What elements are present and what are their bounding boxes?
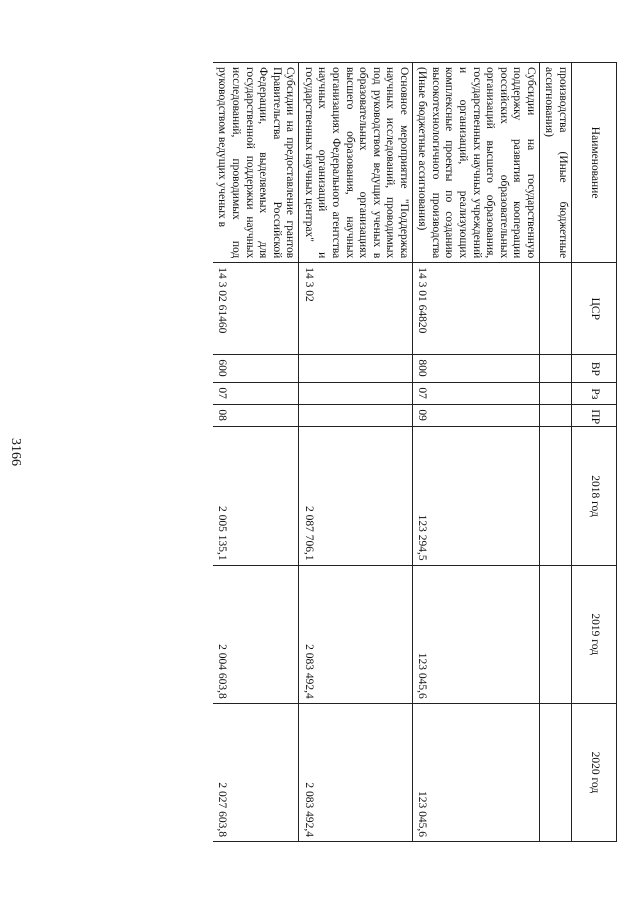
cell-2019: 2 083 492,4 xyxy=(299,565,413,703)
cell-name: Субсидии на предоставление грантов Правительства Российской Федерации, выделяемых для государственной поддержки научных исследований, проводимых под руководством ведущих ученых в xyxy=(213,63,299,263)
page-number: 3166 xyxy=(8,438,23,466)
cell-2018: 123 294,5 xyxy=(412,427,539,565)
cell-vr xyxy=(299,355,413,383)
header-2018: 2018 год xyxy=(572,427,617,565)
cell-pr xyxy=(299,405,413,427)
cell-2018 xyxy=(539,427,571,565)
table-row xyxy=(213,63,299,842)
cell-vr: 800 xyxy=(412,355,539,383)
cell-2020: 2 027 603,8 xyxy=(213,703,299,841)
cell-rz xyxy=(299,383,413,405)
cell-vr xyxy=(539,355,571,383)
cell-2020: 123 045,6 xyxy=(412,703,539,841)
table-row xyxy=(412,63,539,842)
header-pr: ПР xyxy=(572,405,617,427)
header-2019: 2019 год xyxy=(572,565,617,703)
cell-vr: 600 xyxy=(213,355,299,383)
header-rz: Рз xyxy=(572,383,617,405)
cell-rz xyxy=(539,383,571,405)
table-row xyxy=(299,63,413,842)
cell-pr: 09 xyxy=(412,405,539,427)
cell-2018: 2 087 706,1 xyxy=(299,427,413,565)
header-name: Наименование xyxy=(572,63,617,263)
cell-2019 xyxy=(539,565,571,703)
table-row xyxy=(539,63,571,842)
cell-csr: 14 3 02 61460 xyxy=(213,263,299,355)
header-2020: 2020 год xyxy=(572,703,617,841)
header-vr: ВР xyxy=(572,355,617,383)
budget-table xyxy=(213,62,617,842)
header-csr: ЦСР xyxy=(572,263,617,355)
cell-csr: 14 3 01 64820 xyxy=(412,263,539,355)
cell-name: Субсидии на государственную поддержку развития кооперации российских образовательных организаций высшего образования, государственных научных учреждений и организаций, реализующих комплексные проекты по созданию высокотехнологичного производства (Иные бюджетные ассигнования) xyxy=(412,63,539,263)
table-header xyxy=(572,63,617,842)
cell-rz: 07 xyxy=(412,383,539,405)
cell-pr: 08 xyxy=(213,405,299,427)
cell-2020: 2 083 492,4 xyxy=(299,703,413,841)
cell-rz: 07 xyxy=(213,383,299,405)
cell-2019: 2 004 603,8 xyxy=(213,565,299,703)
cell-pr xyxy=(539,405,571,427)
cell-2019: 123 045,6 xyxy=(412,565,539,703)
cell-2020 xyxy=(539,703,571,841)
cell-csr: 14 3 02 xyxy=(299,263,413,355)
cell-csr xyxy=(539,263,571,355)
budget-table-sheet xyxy=(57,62,617,842)
cell-name: Основное мероприятие "Поддержка научных исследований, проводимых под руководством ведущих ученых в образовательных организациях высшего образования, научных организациях Федерального агентства научных организаций и государственных научных центрах" xyxy=(299,63,413,263)
cell-2018: 2 005 135,1 xyxy=(213,427,299,565)
cell-name: производства (Иные бюджетные ассигнования) xyxy=(539,63,571,263)
